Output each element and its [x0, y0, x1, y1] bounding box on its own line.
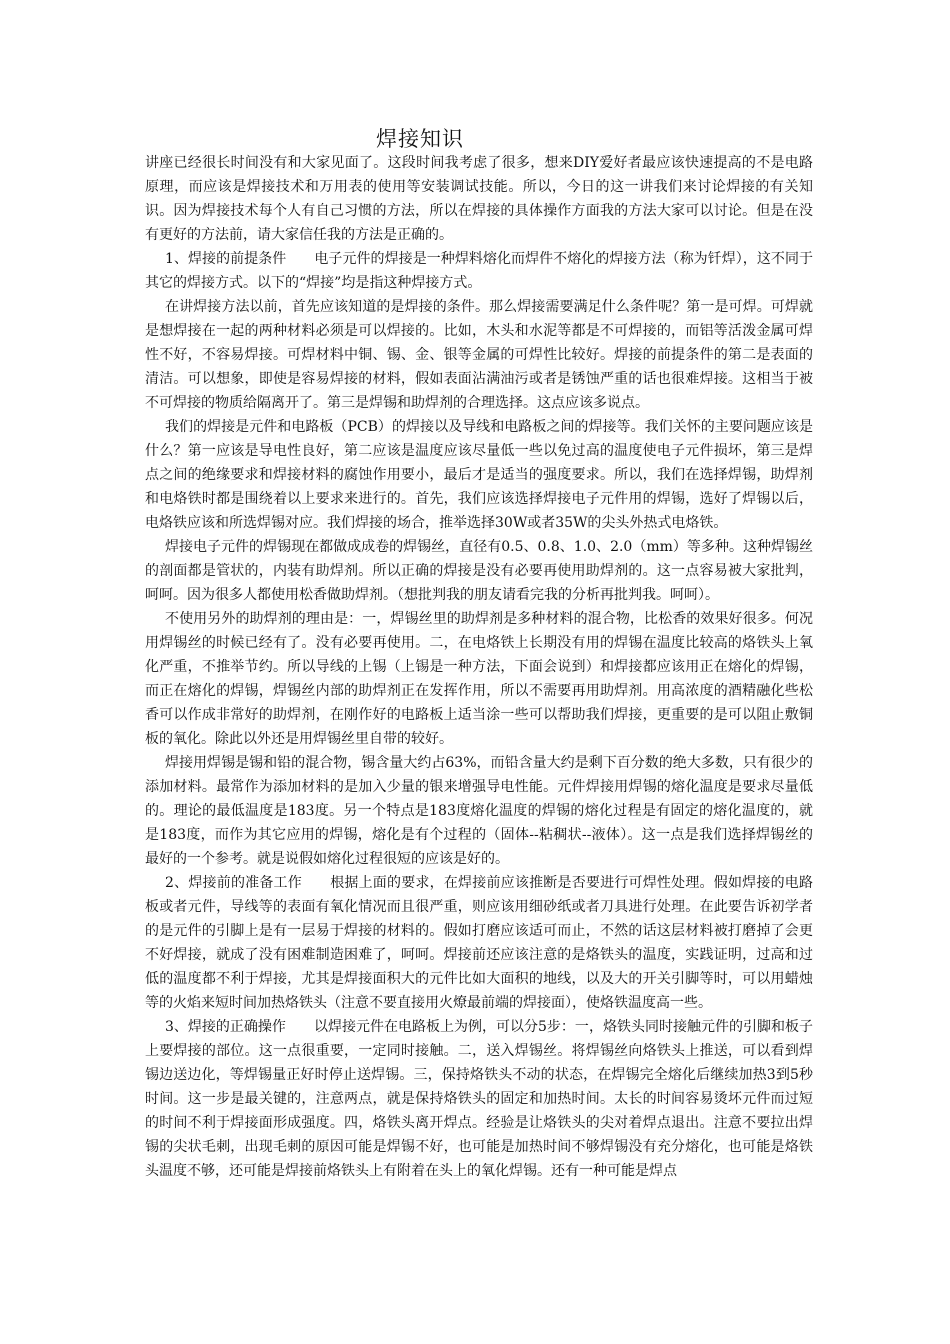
paragraph-text: 我们的焊接是元件和电路板（PCB）的焊接以及导线和电路板之间的焊接等。我们关怀的主要问题应该是什么？第一应该是导电性良好，第二应该是温度应该尽量低一些以免过高的温度使电子元件损坏，第三是焊点之间的绝缘要求和焊接材料的腐蚀作用要小，最后才是适当的强度要求。所以，我们在选择焊锡，助焊剂和电烙铁时都是围绕着以上要求来进行的。首先，我们应该选择焊接电子元件用的焊锡，选好了焊锡以后，电烙铁应该和所选焊锡对应。我们焊接的场合，推举选择30W或者35W的尖头外热式电烙铁。 [145, 419, 813, 531]
paragraph-section-1 [145, 247, 813, 295]
paragraph-flux [145, 607, 813, 751]
section-heading: 3、焊接的正确操作 [165, 1019, 286, 1035]
section-heading: 1、焊接的前提条件 [165, 251, 287, 267]
paragraph-intro [145, 151, 813, 247]
paragraph-text: 焊接电子元件的焊锡现在都做成成卷的焊锡丝，直径有0.5、0.8、1.0、2.0（mm）等多种。这种焊锡丝的剖面都是管状的，内装有助焊剂。所以正确的焊接是没有必要再使用助焊剂的。这一点容易被大家批判，呵呵。因为很多人都使用松香做助焊剂。（想批判我的朋友请看完我的分析再批判我。呵呵）。 [145, 539, 813, 603]
paragraph-pcb [145, 415, 813, 535]
paragraph-conditions [145, 295, 813, 415]
paragraph-text: 不使用另外的助焊剂的理由是：一，焊锡丝里的助焊剂是多种材料的混合物，比松香的效果好很多。何况用焊锡丝的时候已经有了。没有必要再使用。二，在电烙铁上长期没有用的焊锡在温度比较高的烙铁头上氧化严重，不推举节约。所以导线的上锡（上锡是一种方法，下面会说到）和焊接都应该用正在熔化的焊锡，而正在熔化的焊锡，焊锡丝内部的助焊剂正在发挥作用，所以不需要再用助焊剂。用高浓度的酒精融化些松香可以作成非常好的助焊剂，在刚作好的电路板上适当涂一些可以帮助我们焊接，更重要的是可以阻止敷铜板的氧化。除此以外还是用焊锡丝里自带的较好。 [145, 611, 813, 747]
section-heading: 2、焊接前的准备工作 [165, 875, 302, 891]
paragraph-text: 讲座已经很长时间没有和大家见面了。这段时间我考虑了很多，想来DIY爱好者最应该快速提高的不是电路原理，而应该是焊接技术和万用表的使用等安装调试技能。所以，今日的这一讲我们来讨论焊接的有关知识。因为焊接技术每个人有自己习惯的方法，所以在焊接的具体操作方面我的方法大家可以讨论。但是在没有更好的方法前，请大家信任我的方法是正确的。 [145, 155, 813, 243]
document-title: 焊接知识 [376, 127, 464, 151]
paragraph-section-2 [145, 871, 813, 1015]
paragraph-section-3 [145, 1015, 813, 1183]
paragraph-text: 以焊接元件在电路板上为例，可以分5步：一，烙铁头同时接触元件的引脚和板子上要焊接的部位。这一点很重要，一定同时接触。二，送入焊锡丝。将焊锡丝向烙铁头上推送，可以看到焊锡边送边化，等焊锡量正好时停止送焊锡。三，保持烙铁头不动的状态，在焊锡完全熔化后继续加热3到5秒时间。这一步是最关键的，注意两点，就是保持烙铁头的固定和加热时间。太长的时间容易烫坏元件而过短的时间不利于焊接面形成强度。四，烙铁头离开焊点。经验是让烙铁头的尖对着焊点退出。注意不要拉出焊锡的尖状毛刺，出现毛刺的原因可能是焊锡不好，也可能是加热时间不够焊锡没有充分熔化，也可能是烙铁头温度不够，还可能是焊接前烙铁头上有附着在头上的氧化焊锡。还有一种可能是焊点 [145, 1019, 813, 1179]
paragraph-text: 焊接用焊锡是锡和铅的混合物，锡含量大约占63%，而铅含量大约是剩下百分数的绝大多数，只有很少的添加材料。最常作为添加材料的是加入少量的银来增强导电性能。元件焊接用焊锡的熔化温度是要求尽量低的。理论的最低温度是183度。另一个特点是183度熔化温度的焊锡的熔化过程是有固定的熔化温度的，就是183度，而作为其它应用的焊锡，熔化是有个过程的（固体--粘稠状--液体）。这一点是我们选择焊锡丝的最好的一个参考。就是说假如熔化过程很短的应该是好的。 [145, 755, 813, 867]
paragraph-text: 根据上面的要求，在焊接前应该推断是否要进行可焊性处理。假如焊接的电路板或者元件，导线等的表面有氧化情况而且很严重，则应该用细砂纸或者刀具进行处理。在此要告诉初学者的是元件的引脚上是有一层易于焊接的材料的。假如打磨应该适可而止，不然的话这层材料被打磨掉了会更不好焊接，就成了没有困难制造困难了，呵呵。焊接前还应该注意的是烙铁头的温度，实践证明，过高和过低的温度都不利于焊接，尤其是焊接面积大的元件比如大面积的地线，以及大的开关引脚等时，可以用蜡烛等的火焰来短时间加热烙铁头（注意不要直接用火燎最前端的焊接面），使烙铁温度高一些。 [145, 875, 813, 1011]
paragraph-text: 电子元件的焊接是一种焊料熔化而焊件不熔化的焊接方法（称为钎焊），这不同于其它的焊接方式。以下的“焊接”均是指这种焊接方式。 [145, 251, 813, 291]
paragraph-text: 在讲焊接方法以前，首先应该知道的是焊接的条件。那么焊接需要满足什么条件呢？第一是可焊。可焊就是想焊接在一起的两种材料必须是可以焊接的。比如，木头和水泥等都是不可焊接的，而铝等活泼金属可焊性不好，不容易焊接。可焊材料中铜、锡、金、银等金属的可焊性比较好。焊接的前提条件的第二是表面的清洁。可以想象，即使是容易焊接的材料，假如表面沾满油污或者是锈蚀严重的话也很难焊接。这相当于被不可焊接的物质给隔离开了。第三是焊锡和助焊剂的合理选择。这点应该多说点。 [145, 299, 813, 411]
paragraph-solder-wire [145, 535, 813, 607]
paragraph-alloy [145, 751, 813, 871]
document-body [145, 151, 813, 1183]
